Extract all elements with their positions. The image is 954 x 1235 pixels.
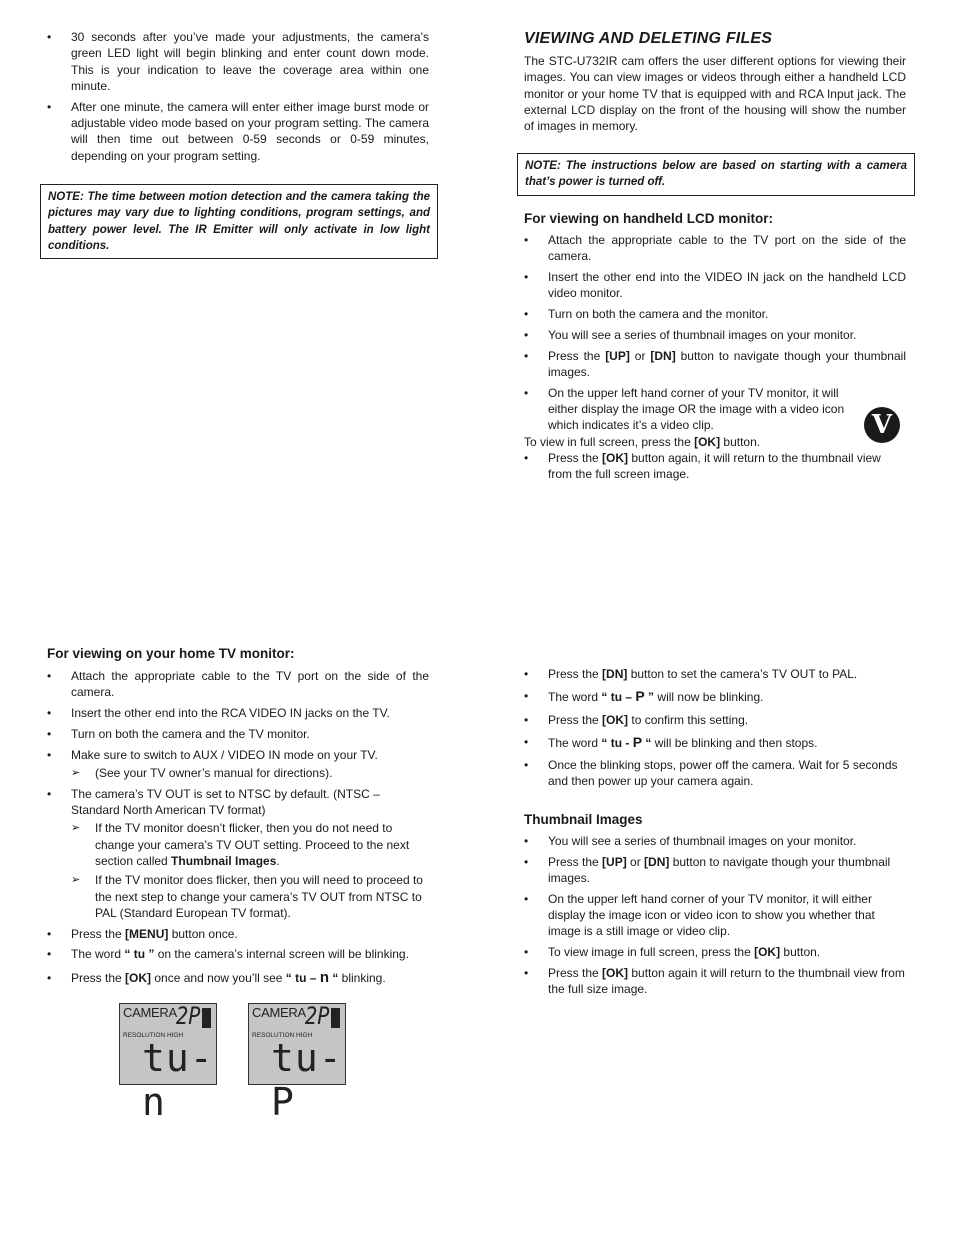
lcd-camera-label: CAMERA — [123, 1005, 177, 1020]
battery-icon — [202, 1008, 211, 1028]
list-item: • Press the [UP] or [DN] button to navigate though your thumbnail images. — [524, 854, 906, 887]
list-item: • The word “ tu – P ” will now be blinking. — [524, 688, 906, 705]
motion-note: NOTE: The time between motion detection and the camera taking the pictures may vary due to lighting conditions, program settings, and battery power level. The IR Emitter will only activate in low light conditions. — [40, 184, 438, 259]
list-item: • On the upper left hand corner of your TV monitor, it will either display the image OR the image with a video icon which indicates it’s a video clip. — [524, 385, 906, 434]
battery-icon — [331, 1008, 340, 1028]
list-item: • Turn on both the camera and the TV monitor. — [47, 726, 429, 742]
list-item: • Press the [OK] once and now you’ll see “ tu – n “ blinking. — [47, 970, 429, 986]
list-item: • Press the [UP] or [DN] button to navigate though your thumbnail images. — [524, 348, 906, 381]
lcd-monitor-section — [524, 211, 906, 487]
lcd-resolution-label: RESOLUTION HIGH — [123, 1032, 184, 1039]
pal-bullets — [524, 666, 906, 790]
home-tv-bullets — [47, 668, 429, 986]
right-top-section — [524, 30, 906, 134]
list-item: • The word “ tu ” on the camera’s internal screen will be blinking. — [47, 946, 429, 962]
list-item: • Insert the other end into the RCA VIDEO IN jacks on the TV. — [47, 705, 429, 721]
lcd-number: 2P — [305, 1002, 330, 1030]
list-item: • On the upper left hand corner of your TV monitor, it will either display the image icon or video icon to show you whether that image is a still image or video clip. — [524, 891, 906, 940]
home-tv-section — [47, 646, 429, 991]
sub-list — [71, 765, 429, 781]
list-item: • Attach the appropriate cable to the TV port on the side of the camera. — [524, 232, 906, 265]
list-item: • To view image in full screen, press the [OK] button. — [524, 944, 906, 960]
home-tv-heading: For viewing on your home TV monitor: — [47, 646, 295, 661]
power-note: NOTE: The instructions below are based on starting with a camera that’s power is turned off. — [517, 153, 915, 196]
lcd-camera-label: CAMERA — [252, 1005, 306, 1020]
lcd-segment-display: tu-n — [142, 1036, 214, 1124]
countdown-bullets — [47, 29, 429, 164]
lcd-resolution-label: RESOLUTION HIGH — [252, 1032, 313, 1039]
thumbnail-section — [524, 812, 906, 1002]
sub-list — [71, 820, 429, 921]
lcd-screen-ntsc — [119, 1002, 217, 1124]
list-item: • 30 seconds after you’ve made your adjustments, the camera’s green LED light will begin blinking and enter count down mode. This is your indication to leave the coverage area within one minute. — [47, 29, 429, 94]
list-item: • Press the [OK] to confirm this setting. — [524, 712, 906, 728]
sub-list-item: ➢ (See your TV owner’s manual for directions). — [71, 765, 429, 781]
list-item: • After one minute, the camera will enter either image burst mode or adjustable video mode based on your program setting. The camera will then time out between 0-59 seconds or 0-59 minutes, depending on your program setting. — [47, 99, 429, 164]
lcd-number: 2P — [176, 1002, 201, 1030]
list-item: • Press the [DN] button to set the camera’s TV OUT to PAL. — [524, 666, 906, 682]
list-item: • The camera’s TV OUT is set to NTSC by default. (NTSC – Standard North American TV format) ➢ If the TV monitor doesn’t flicker, then you do not need to change your camera’s TV OUT setting. Proceed to the next section called Thumbnail Images. ➢ If the TV monitor does flicker, then you will need to proceed to the next step to change your camera’s TV OUT from NTSC to PAL (Standard European TV format). — [47, 786, 429, 921]
video-clip-icon: V — [864, 407, 900, 443]
list-item: • The word “ tu - P “ will be blinking and then stops. — [524, 734, 906, 751]
list-item: • Insert the other end into the VIDEO IN jack on the handheld LCD video monitor. — [524, 269, 906, 302]
list-item: • Make sure to switch to AUX / VIDEO IN mode on your TV. ➢ (See your TV owner’s manual for directions). — [47, 747, 429, 782]
sub-list-item: ➢ If the TV monitor does flicker, then you will need to proceed to the next step to change your camera’s TV OUT from NTSC to PAL (Standard European TV format). — [71, 872, 429, 921]
lcd-return-bullet — [524, 450, 906, 483]
list-item: • You will see a series of thumbnail images on your monitor. — [524, 833, 906, 849]
sub-list-item: ➢ If the TV monitor doesn’t flicker, then you do not need to change your camera’s TV OUT setting. Proceed to the next section called Thumbnail Images. — [71, 820, 429, 869]
lcd-screen-pal — [248, 1002, 346, 1124]
list-item: • Press the [OK] button again, it will return to the thumbnail view from the full screen image. — [524, 450, 906, 483]
list-item: • You will see a series of thumbnail images on your monitor. — [524, 327, 906, 343]
thumbnail-bullets — [524, 833, 906, 998]
section-title: VIEWING AND DELETING FILES — [524, 30, 773, 47]
thumbnail-heading: Thumbnail Images — [524, 812, 643, 827]
lcd-bullets — [524, 232, 906, 434]
list-item: • Press the [OK] button again it will return to the thumbnail view from the full size image. — [524, 965, 906, 998]
list-item: • Press the [MENU] button once. — [47, 926, 429, 942]
list-item: • Attach the appropriate cable to the TV port on the side of the camera. — [47, 668, 429, 701]
list-item: • Once the blinking stops, power off the camera. Wait for 5 seconds and then power up your camera again. — [524, 757, 906, 790]
full-screen-text: To view in full screen, press the [OK] button. — [524, 434, 761, 449]
intro-paragraph: The STC-U732IR cam offers the user different options for viewing their images. You can view images or videos through either a handheld LCD monitor or your home TV that is equipped with and RCA Input jack. The external LCD display on the front of the housing will show the number of images in memory. — [524, 54, 906, 134]
pal-steps-section — [524, 666, 906, 794]
lcd-heading: For viewing on handheld LCD monitor: — [524, 211, 773, 226]
left-top-section — [47, 29, 429, 168]
list-item: • Turn on both the camera and the monitor. — [524, 306, 906, 322]
lcd-segment-display: tu-P — [271, 1036, 343, 1124]
